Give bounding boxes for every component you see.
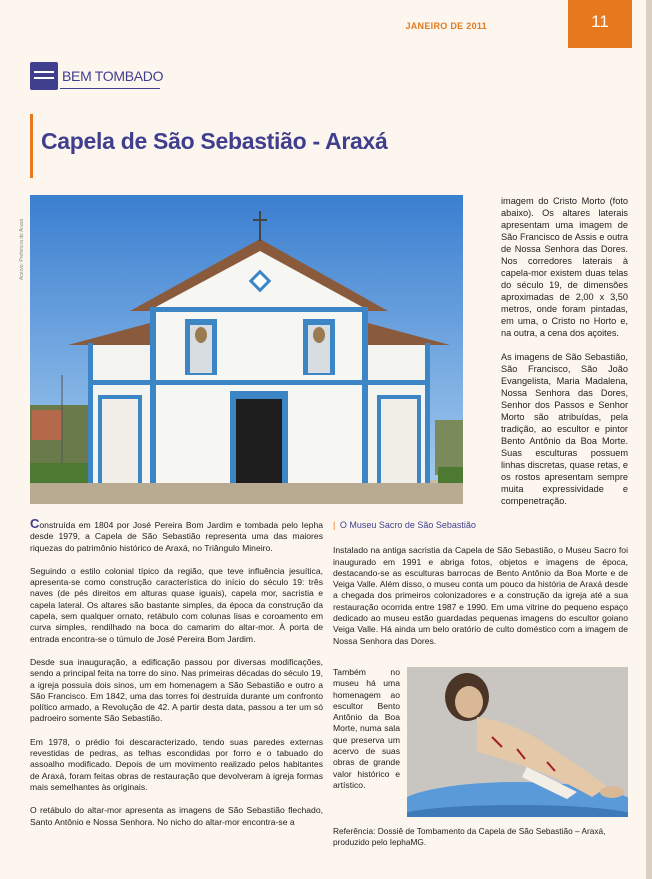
right-column	[501, 195, 628, 519]
heading-bar: |	[333, 520, 336, 530]
drop-cap: C	[30, 516, 40, 531]
museum-heading-text: O Museu Sacro de São Sebastião	[339, 520, 476, 530]
section-underline	[60, 88, 160, 89]
statue-photo	[407, 667, 628, 817]
chapel-photo	[30, 195, 463, 504]
article-title: Capela de São Sebastião - Araxá	[41, 128, 388, 154]
museum-column	[333, 520, 628, 655]
museum-small-text: Também no museu há uma homenagem ao escultor Bento Antônio da Boa Morte, numa sala que preserva um acervo de suas obras de grande valor histórico e artístico.	[333, 667, 400, 790]
museum-heading	[333, 520, 628, 531]
section-tag	[30, 62, 163, 90]
cristo-morto-illustration	[407, 667, 628, 817]
left-paragraph-3: Desde sua inauguração, a edificação passou por diversas modificações, sendo a principal feita na torre do sino. Nas primeiras décadas do século 19, a igreja possuía dois sinos, um em homenagem a São Sebastião e outro a São Francisco. Em 1842, uma das torres foi destruída durante um confronto político armado, a Revolução de 42. A partir desta data, passou a ter um só padroeiro somente São Sebastião.	[30, 656, 323, 724]
section-logo-icon	[30, 62, 58, 90]
left-paragraph-5: O retábulo do altar-mor apresenta as imagens de São Sebastião flechado, Santo Antônio e Nossa Senhora. No nicho do altar-mor encontra-se a	[30, 805, 323, 827]
left-column	[30, 518, 323, 840]
left-paragraph-1-text: onstruída em 1804 por José Pereira Bom Jardim e tombada pelo Iepha desde 1979, a Capela de São Sebastião representa uma das maiores riquezas do patrimônio histórico de Araxá, no Triângulo Mineiro.	[30, 520, 323, 553]
chapel-illustration	[30, 195, 463, 504]
reference-note: Referência: Dossiê de Tombamento da Capela de São Sebastião – Araxá, produzido pelo IephaMG.	[333, 826, 606, 847]
right-paragraph-2: As imagens de São Sebastião, São Francisco, São João Evangelista, Maria Madalena, Nossa Senhora das Dores, Senhor dos Passos e Senhor Morto são atribuídas, pela tradição, ao escultor e pintor Bento Antônio da Boa Morte. Suas esculturas possuem linhas discretas, quase retas, e os rostos apresentam sempre muita expressividade e compenetração.	[501, 352, 628, 506]
left-paragraph-4: Em 1978, o prédio foi descaracterizado, tendo suas paredes externas revestidas de pedras, as telhas escondidas por forro e o tabuado do assoalho modificado. Depois de um movimento realizado pelos habitantes de Araxá, foram feitas obras de restauração que devolveram à igreja formas mais semelhantes às originais.	[30, 736, 323, 792]
left-paragraph-1	[30, 518, 323, 554]
issue-date: JANEIRO DE 2011	[405, 21, 487, 31]
photo-credit: Acervo: Prefeitura de Araxá	[19, 218, 25, 280]
museum-paragraph: Instalado na antiga sacristia da Capela de São Sebastião, o Museu Sacro foi inaugurado em 1991 e abriga fotos, objetos e imagens de época, destacando-se as esculturas barrocas de Bento Antônio da Boa Morte e de Veiga Valle. Além disso, o museu conta um pouco da história de Araxá desde a chegada dos primeiros colonizadores e a construção da igreja até a sua restauração ocorrida entre 1987 e 1990. Em uma vitrine do pequeno espaço dedicado ao museu estão guardadas pequenas imagens do escultor goiano Veiga Valle. Há ainda um belo oratório de culto doméstico com a imagem de Nossa Senhora das Dores.	[333, 545, 628, 646]
left-paragraph-2: Seguindo o estilo colonial típico da região, que teve influência jesuítica, apresenta-se como construção característica do início do século 19: três naves (de pés direitos em alturas quase iguais), capela mor, sacristia e capela lateral. Os altares são bastante simples, da época da construção da capela, sem qualquer ornato, retábulo com colunas lisas e coroamento em curva simples, rendilhado na boca do camarim do altar-mor. À porta de entrada encontra-se o túmulo de José Pereira Bom Jardim.	[30, 565, 323, 644]
title-block	[30, 114, 388, 178]
section-label: BEM TOMBADO	[62, 68, 164, 84]
right-paragraph-1: imagem do Cristo Morto (foto abaixo). Os altares laterais apresentam uma imagem de São Francisco de Assis e outra de Nossa Senhora das Dores. Nos corredores laterais à capela-mor existem duas telas do século 19, de dimensões aproximadas de 2,00 x 3,50 metros, onde foram pintadas, em uma, o Cristo no Horto e, na outra, a cena dos açoites.	[501, 196, 628, 338]
page-number: 11	[568, 0, 632, 48]
top-bar	[0, 0, 575, 44]
